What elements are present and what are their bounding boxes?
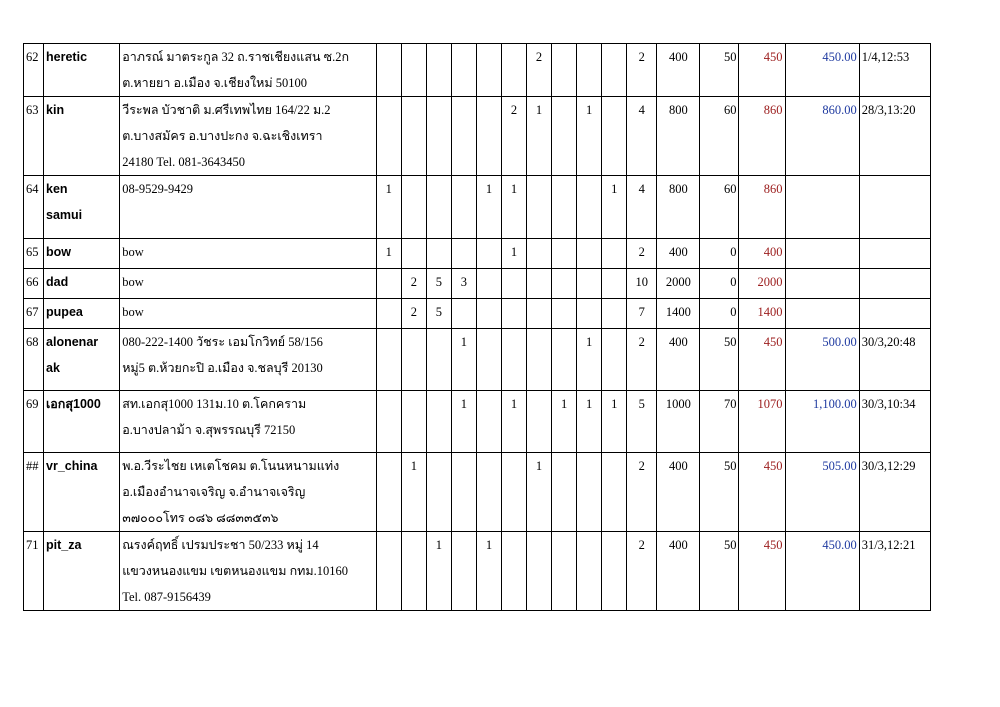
item-qty-1 bbox=[376, 269, 401, 299]
shipping: 60 bbox=[700, 97, 739, 176]
shipping: 50 bbox=[700, 44, 739, 97]
customer-name-line: alonenar bbox=[46, 335, 99, 349]
item-qty-10: 1 bbox=[602, 391, 627, 453]
total: 1400 bbox=[739, 299, 785, 329]
item-qty-4 bbox=[451, 176, 476, 239]
item-qty-5 bbox=[476, 239, 501, 269]
address-line: อ.บางปลาม้า จ.สุพรรณบุรี 72150 bbox=[122, 423, 296, 437]
customer-name bbox=[44, 391, 120, 453]
item-qty-1 bbox=[376, 532, 401, 611]
item-count: 2 bbox=[627, 453, 657, 532]
item-qty-10 bbox=[602, 329, 627, 391]
item-qty-10 bbox=[602, 44, 627, 97]
item-qty-9 bbox=[577, 532, 602, 611]
item-qty-3: 5 bbox=[426, 269, 451, 299]
item-count: 5 bbox=[627, 391, 657, 453]
item-qty-1 bbox=[376, 329, 401, 391]
item-qty-8 bbox=[552, 176, 577, 239]
item-qty-7 bbox=[527, 329, 552, 391]
address bbox=[120, 239, 377, 269]
row-number: ## bbox=[24, 453, 44, 532]
total: 450 bbox=[739, 329, 785, 391]
address bbox=[120, 391, 377, 453]
row-number: 71 bbox=[24, 532, 44, 611]
customer-name-line: dad bbox=[46, 275, 69, 289]
item-qty-3 bbox=[426, 176, 451, 239]
paid-amount bbox=[785, 299, 859, 329]
item-qty-9 bbox=[577, 176, 602, 239]
item-qty-3 bbox=[426, 453, 451, 532]
address-line: ต.หายยา อ.เมือง จ.เชียงใหม่ 50100 bbox=[122, 76, 307, 90]
item-qty-5: 1 bbox=[476, 532, 501, 611]
item-qty-4: 1 bbox=[451, 329, 476, 391]
address bbox=[120, 176, 377, 239]
shipping: 70 bbox=[700, 391, 739, 453]
address bbox=[120, 269, 377, 299]
payment-datetime: 28/3,13:20 bbox=[859, 97, 930, 176]
customer-name-line: เอกสุ1000 bbox=[46, 397, 101, 411]
paid-amount: 860.00 bbox=[785, 97, 859, 176]
item-qty-2 bbox=[401, 97, 426, 176]
paid-amount: 505.00 bbox=[785, 453, 859, 532]
item-qty-4 bbox=[451, 239, 476, 269]
row-number: 67 bbox=[24, 299, 44, 329]
item-qty-2: 2 bbox=[401, 269, 426, 299]
address bbox=[120, 532, 377, 611]
item-qty-7: 2 bbox=[527, 44, 552, 97]
address-line: 08-9529-9429 bbox=[122, 182, 194, 196]
row-number: 62 bbox=[24, 44, 44, 97]
table-row bbox=[24, 299, 931, 329]
address-line: ณรงค์ฤทธิ์ เปรมประชา 50/233 หมู่ 14 bbox=[122, 538, 319, 552]
item-qty-10 bbox=[602, 97, 627, 176]
item-qty-9 bbox=[577, 44, 602, 97]
item-qty-4 bbox=[451, 532, 476, 611]
order-table-body bbox=[24, 44, 931, 611]
order-table bbox=[23, 43, 931, 611]
amount: 400 bbox=[657, 239, 700, 269]
item-count: 2 bbox=[627, 532, 657, 611]
paid-amount: 500.00 bbox=[785, 329, 859, 391]
item-qty-1 bbox=[376, 453, 401, 532]
payment-datetime bbox=[859, 239, 930, 269]
item-qty-6 bbox=[501, 329, 526, 391]
item-qty-8 bbox=[552, 239, 577, 269]
row-number: 63 bbox=[24, 97, 44, 176]
item-qty-8: 1 bbox=[552, 391, 577, 453]
total: 2000 bbox=[739, 269, 785, 299]
customer-name-line: samui bbox=[46, 208, 83, 222]
item-qty-8 bbox=[552, 453, 577, 532]
item-qty-3: 1 bbox=[426, 532, 451, 611]
item-qty-4: 1 bbox=[451, 391, 476, 453]
row-number: 69 bbox=[24, 391, 44, 453]
item-qty-8 bbox=[552, 44, 577, 97]
customer-name bbox=[44, 329, 120, 391]
total: 860 bbox=[739, 176, 785, 239]
shipping: 0 bbox=[700, 239, 739, 269]
customer-name bbox=[44, 269, 120, 299]
total: 400 bbox=[739, 239, 785, 269]
item-qty-3 bbox=[426, 44, 451, 97]
item-qty-7 bbox=[527, 532, 552, 611]
customer-name-line: pit_za bbox=[46, 538, 82, 552]
amount: 1400 bbox=[657, 299, 700, 329]
table-row bbox=[24, 176, 931, 239]
item-qty-4 bbox=[451, 97, 476, 176]
item-qty-1: 1 bbox=[376, 176, 401, 239]
item-qty-5 bbox=[476, 299, 501, 329]
item-qty-5 bbox=[476, 391, 501, 453]
item-qty-10 bbox=[602, 269, 627, 299]
item-count: 2 bbox=[627, 44, 657, 97]
item-qty-10: 1 bbox=[602, 176, 627, 239]
item-qty-4 bbox=[451, 299, 476, 329]
table-row bbox=[24, 269, 931, 299]
address-line: Tel. 087-9156439 bbox=[122, 590, 211, 604]
total: 450 bbox=[739, 44, 785, 97]
paid-amount bbox=[785, 239, 859, 269]
item-qty-7 bbox=[527, 269, 552, 299]
address-line: แขวงหนองแขม เขตหนองแขม กทม.10160 bbox=[122, 564, 348, 578]
item-qty-7 bbox=[527, 391, 552, 453]
total: 450 bbox=[739, 532, 785, 611]
row-number: 64 bbox=[24, 176, 44, 239]
item-qty-10 bbox=[602, 532, 627, 611]
address-line: อ.เมืองอำนาจเจริญ จ.อำนาจเจริญ bbox=[122, 485, 306, 499]
item-qty-5 bbox=[476, 44, 501, 97]
item-qty-6: 2 bbox=[501, 97, 526, 176]
item-qty-1: 1 bbox=[376, 239, 401, 269]
address-line: วีระพล บัวชาติ ม.ศรีเทพไทย 164/22 ม.2 bbox=[122, 103, 331, 117]
item-qty-9 bbox=[577, 269, 602, 299]
address-line: 24180 Tel. 081-3643450 bbox=[122, 155, 246, 169]
item-qty-2 bbox=[401, 329, 426, 391]
payment-datetime: 30/3,12:29 bbox=[859, 453, 930, 532]
payment-datetime bbox=[859, 299, 930, 329]
item-qty-9 bbox=[577, 239, 602, 269]
item-qty-7 bbox=[527, 239, 552, 269]
item-qty-6 bbox=[501, 453, 526, 532]
customer-name bbox=[44, 299, 120, 329]
item-qty-8 bbox=[552, 329, 577, 391]
item-qty-8 bbox=[552, 299, 577, 329]
item-qty-3 bbox=[426, 329, 451, 391]
item-qty-5 bbox=[476, 453, 501, 532]
shipping: 0 bbox=[700, 269, 739, 299]
shipping: 0 bbox=[700, 299, 739, 329]
item-qty-2 bbox=[401, 391, 426, 453]
item-qty-6: 1 bbox=[501, 239, 526, 269]
customer-name bbox=[44, 44, 120, 97]
customer-name-line: heretic bbox=[46, 50, 88, 64]
customer-name bbox=[44, 532, 120, 611]
row-number: 66 bbox=[24, 269, 44, 299]
table-row bbox=[24, 532, 931, 611]
item-qty-1 bbox=[376, 97, 401, 176]
item-qty-9: 1 bbox=[577, 329, 602, 391]
customer-name-line: ken bbox=[46, 182, 68, 196]
item-count: 4 bbox=[627, 176, 657, 239]
item-qty-4: 3 bbox=[451, 269, 476, 299]
address-line: พ.อ.วีระไชย เหเตโชคม ต.โนนหนามแท่ง bbox=[122, 459, 340, 473]
paid-amount bbox=[785, 269, 859, 299]
item-qty-5: 1 bbox=[476, 176, 501, 239]
payment-datetime bbox=[859, 269, 930, 299]
address bbox=[120, 453, 377, 532]
amount: 800 bbox=[657, 176, 700, 239]
item-qty-7: 1 bbox=[527, 453, 552, 532]
item-qty-6: 1 bbox=[501, 391, 526, 453]
payment-datetime: 30/3,20:48 bbox=[859, 329, 930, 391]
customer-name bbox=[44, 97, 120, 176]
item-qty-2 bbox=[401, 44, 426, 97]
item-qty-9: 1 bbox=[577, 97, 602, 176]
amount: 2000 bbox=[657, 269, 700, 299]
item-qty-6 bbox=[501, 269, 526, 299]
item-qty-1 bbox=[376, 299, 401, 329]
item-qty-1 bbox=[376, 44, 401, 97]
address-line: bow bbox=[122, 305, 144, 319]
address-line: ๓๗๐๐๐โทร ๐๘๖ ๘๘๓๓๕๓๖ bbox=[122, 511, 279, 525]
item-qty-3 bbox=[426, 391, 451, 453]
item-qty-10 bbox=[602, 299, 627, 329]
total: 450 bbox=[739, 453, 785, 532]
item-qty-6 bbox=[501, 44, 526, 97]
customer-name-line: vr_china bbox=[46, 459, 98, 473]
payment-datetime: 31/3,12:21 bbox=[859, 532, 930, 611]
item-qty-2 bbox=[401, 239, 426, 269]
customer-name bbox=[44, 239, 120, 269]
item-qty-8 bbox=[552, 97, 577, 176]
customer-name-line: ak bbox=[46, 361, 60, 375]
address bbox=[120, 44, 377, 97]
paid-amount bbox=[785, 176, 859, 239]
item-qty-1 bbox=[376, 391, 401, 453]
item-qty-3: 5 bbox=[426, 299, 451, 329]
item-count: 7 bbox=[627, 299, 657, 329]
amount: 400 bbox=[657, 44, 700, 97]
paid-amount: 450.00 bbox=[785, 532, 859, 611]
shipping: 60 bbox=[700, 176, 739, 239]
table-row bbox=[24, 44, 931, 97]
shipping: 50 bbox=[700, 453, 739, 532]
total: 860 bbox=[739, 97, 785, 176]
address-line: 080-222-1400 วัชระ เอมโกวิทย์ 58/156 bbox=[122, 335, 323, 349]
payment-datetime: 1/4,12:53 bbox=[859, 44, 930, 97]
address-line: สท.เอกสุ1000 131ม.10 ต.โคกคราม bbox=[122, 397, 307, 411]
item-qty-9 bbox=[577, 299, 602, 329]
item-qty-3 bbox=[426, 97, 451, 176]
item-qty-7 bbox=[527, 299, 552, 329]
address-line: bow bbox=[122, 275, 144, 289]
amount: 400 bbox=[657, 453, 700, 532]
address-line: อาภรณ์ มาตระกูล 32 ถ.ราชเชียงแสน ซ.2ก bbox=[122, 50, 350, 64]
payment-datetime bbox=[859, 176, 930, 239]
item-qty-5 bbox=[476, 269, 501, 299]
address-line: bow bbox=[122, 245, 144, 259]
address-line: หมู่5 ต.ห้วยกะปิ อ.เมือง จ.ชลบุรี 20130 bbox=[122, 361, 323, 375]
item-qty-2 bbox=[401, 532, 426, 611]
address bbox=[120, 97, 377, 176]
amount: 800 bbox=[657, 97, 700, 176]
payment-datetime: 30/3,10:34 bbox=[859, 391, 930, 453]
address-line: ต.บางสมัคร อ.บางปะกง จ.ฉะเชิงเทรา bbox=[122, 129, 323, 143]
item-qty-5 bbox=[476, 329, 501, 391]
table-row bbox=[24, 453, 931, 532]
paid-amount: 1,100.00 bbox=[785, 391, 859, 453]
shipping: 50 bbox=[700, 329, 739, 391]
item-count: 4 bbox=[627, 97, 657, 176]
address bbox=[120, 299, 377, 329]
customer-name bbox=[44, 176, 120, 239]
customer-name bbox=[44, 453, 120, 532]
shipping: 50 bbox=[700, 532, 739, 611]
table-row bbox=[24, 329, 931, 391]
item-qty-4 bbox=[451, 44, 476, 97]
item-qty-9 bbox=[577, 453, 602, 532]
item-qty-6 bbox=[501, 299, 526, 329]
item-qty-7: 1 bbox=[527, 97, 552, 176]
customer-name-line: pupea bbox=[46, 305, 83, 319]
item-qty-8 bbox=[552, 532, 577, 611]
item-qty-7 bbox=[527, 176, 552, 239]
item-qty-2: 2 bbox=[401, 299, 426, 329]
address bbox=[120, 329, 377, 391]
item-qty-4 bbox=[451, 453, 476, 532]
item-qty-10 bbox=[602, 453, 627, 532]
amount: 400 bbox=[657, 532, 700, 611]
row-number: 68 bbox=[24, 329, 44, 391]
table-row bbox=[24, 239, 931, 269]
item-count: 2 bbox=[627, 329, 657, 391]
row-number: 65 bbox=[24, 239, 44, 269]
item-qty-8 bbox=[552, 269, 577, 299]
item-count: 2 bbox=[627, 239, 657, 269]
item-qty-2 bbox=[401, 176, 426, 239]
item-qty-6 bbox=[501, 532, 526, 611]
item-count: 10 bbox=[627, 269, 657, 299]
customer-name-line: bow bbox=[46, 245, 72, 259]
amount: 400 bbox=[657, 329, 700, 391]
total: 1070 bbox=[739, 391, 785, 453]
table-row bbox=[24, 391, 931, 453]
item-qty-10 bbox=[602, 239, 627, 269]
table-row bbox=[24, 97, 931, 176]
item-qty-2: 1 bbox=[401, 453, 426, 532]
paid-amount: 450.00 bbox=[785, 44, 859, 97]
item-qty-3 bbox=[426, 239, 451, 269]
item-qty-6: 1 bbox=[501, 176, 526, 239]
item-qty-5 bbox=[476, 97, 501, 176]
amount: 1000 bbox=[657, 391, 700, 453]
customer-name-line: kin bbox=[46, 103, 65, 117]
item-qty-9: 1 bbox=[577, 391, 602, 453]
